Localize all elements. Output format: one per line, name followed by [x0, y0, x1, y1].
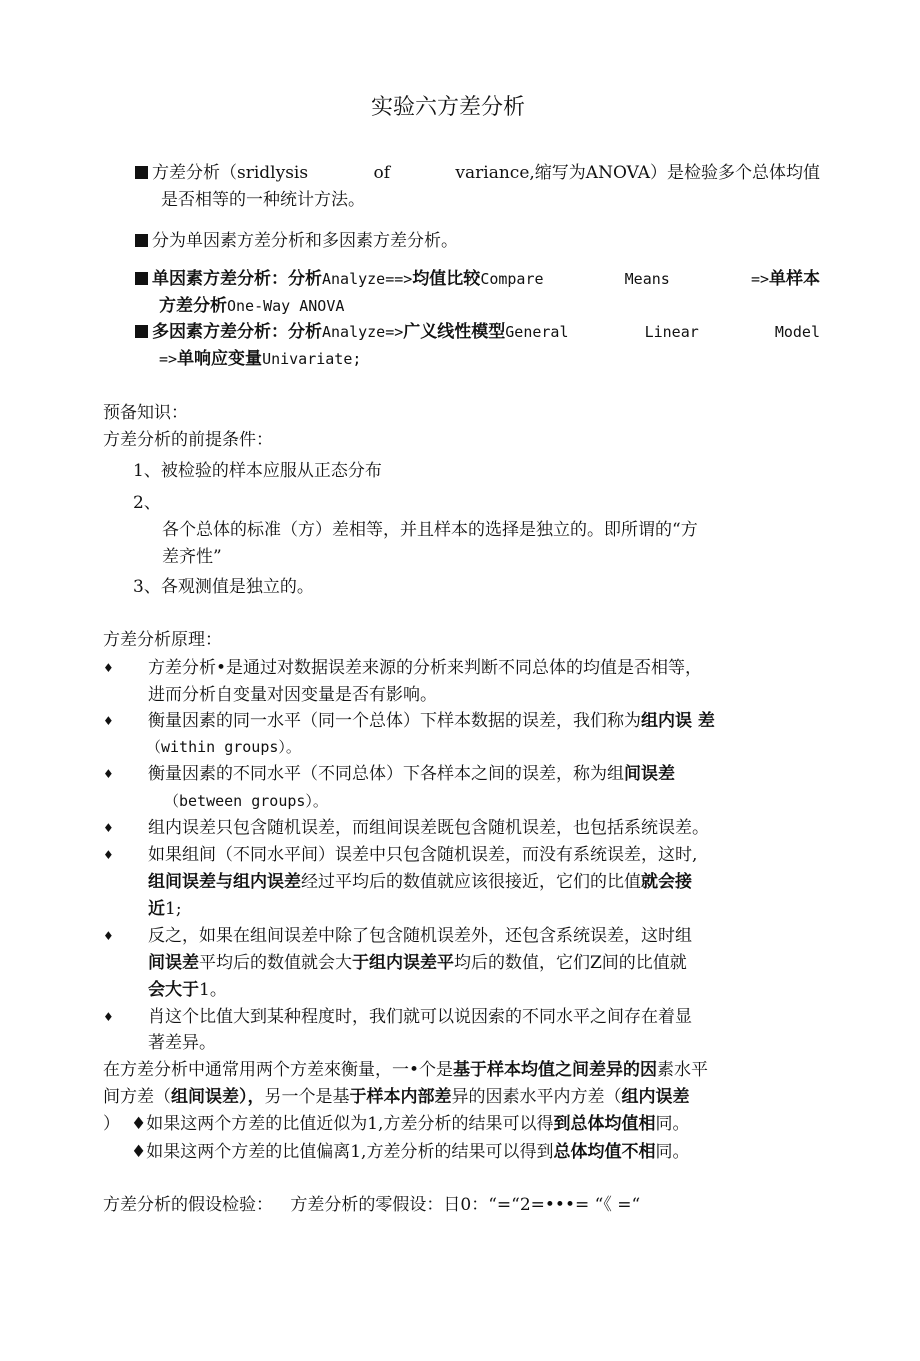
summary-line-1: [103, 1057, 708, 1083]
diamond-bullet-icon: ♦: [103, 821, 114, 835]
condition-2-number: 2、: [133, 493, 161, 513]
text: Means: [624, 270, 670, 288]
text: 近: [148, 899, 165, 919]
principle-point-5-line-1: 如果组间（不同水平间）误差中只包含随机误差，而没有系统误差，这时,: [148, 845, 698, 865]
text: 异的因素水平内方差（: [451, 1087, 622, 1107]
text: Univariate;: [262, 350, 362, 368]
principle-point-7-line-1: 肖这个比值大到某种程度时，我们就可以说因索的不同水平之间存在着显: [148, 1007, 692, 1027]
principle-point-2-line-1: [148, 708, 715, 734]
text: 于组内误差平: [352, 953, 454, 973]
text: 在方差分析中通常用两个方差來衡量，一•个是: [103, 1060, 454, 1080]
intro-bullet-2: [135, 228, 458, 254]
intro-bullet-1-line-2: 是否相等的一种统计方法。: [161, 190, 365, 210]
text: 组内误 差: [641, 711, 715, 731]
principle-point-6-line-2: [148, 950, 687, 976]
text: ♦如果这两个方差的比值偏离1,方差分析的结果可以得到: [131, 1142, 554, 1162]
text: 组间误差与组内误差: [148, 872, 301, 892]
text: 同。: [655, 1142, 690, 1162]
page-title: 实验六方差分析: [371, 95, 526, 120]
principle-point-3-line-2: （between groups）。: [164, 792, 328, 810]
principle-heading: 方差分析原理：: [103, 630, 222, 650]
diamond-bullet-icon: ♦: [103, 848, 114, 862]
text: 基于样本均值之间差异的因: [453, 1060, 658, 1080]
diamond-bullet-icon: ♦: [103, 767, 114, 781]
text: 另一个是基: [264, 1087, 350, 1107]
text: 方差分析的假设检验：: [103, 1195, 273, 1215]
text: 到总体均值相: [553, 1114, 656, 1134]
text: 衡量因素的不同水平（不同总体）下各样本之间的误差，称为组: [148, 764, 624, 784]
principle-point-6-line-3: [148, 977, 227, 1003]
text: 会大于: [148, 980, 199, 1000]
text: 1。: [199, 980, 227, 1000]
text: 素水平: [657, 1060, 709, 1080]
text: Compare: [480, 270, 544, 288]
text: 同。: [655, 1114, 690, 1134]
text: of: [373, 163, 391, 183]
text: 均值比较: [412, 269, 481, 289]
prep-subheading: 方差分析的前提条件：: [103, 430, 273, 450]
text: 多因素方差分析：分析: [152, 322, 322, 342]
intro-bullet-3-line-1: [135, 266, 820, 292]
square-bullet-icon: [135, 325, 148, 338]
square-bullet-icon: [135, 166, 148, 179]
text: Linear: [644, 323, 699, 341]
square-bullet-icon: [135, 272, 148, 285]
summary-line-3-text: [131, 1111, 689, 1137]
text: 衡量因素的同一水平（同一个总体）下样本数据的误差，我们称为: [148, 711, 641, 731]
summary-line-3: [103, 1111, 120, 1137]
prep-heading: 预备知识：: [103, 403, 188, 423]
text: 间误差: [624, 764, 675, 784]
intro-bullet-1-line-1: [135, 160, 820, 186]
text: 0：“=“2=•••= “《 =“: [460, 1195, 641, 1215]
intro-bullet-4-line-2: [159, 346, 361, 372]
text: 平均后的数值就会大: [199, 953, 352, 973]
text: 单响应变量: [177, 349, 263, 369]
principle-point-6-line-1: 反之，如果在组间误差中除了包含随机误差外，还包含系统误差，这时组: [148, 926, 692, 946]
condition-2-line-1: 各个总体的标准（方）差相等，并且样本的选择是独立的。即所谓的“方: [162, 520, 698, 540]
text: 单因素方差分析：分析: [152, 269, 322, 289]
text: 方差分析（sridlysis: [152, 163, 309, 183]
text: 总体均值不相: [553, 1142, 656, 1162]
principle-point-4: 组内误差只包含随机误差，而组间误差既包含随机误差，也包括系统误差。: [148, 818, 709, 838]
text: 就会接: [641, 872, 692, 892]
text: ）: [103, 1114, 120, 1134]
diamond-bullet-icon: ♦: [103, 661, 114, 675]
text: General: [505, 323, 569, 341]
text: 广义线性模型: [403, 322, 506, 342]
principle-point-3-line-1: [148, 761, 675, 787]
principle-point-2-line-2: （within groups）。: [146, 738, 301, 756]
text: Analyze=>: [322, 323, 404, 341]
text: Model: [774, 323, 820, 341]
text: 间方差（: [103, 1087, 171, 1107]
text: 组间误差），: [171, 1087, 265, 1107]
text: 组内误差: [621, 1087, 690, 1107]
condition-3: 3、各观测值是独立的。: [133, 577, 314, 597]
principle-point-1-line-1: 方差分析•是通过对数据误差来源的分析来判断不同总体的均值是否相等，: [148, 658, 703, 678]
principle-point-5-line-2: [148, 869, 692, 895]
text: =>: [750, 270, 769, 288]
text: 1;: [165, 899, 182, 919]
intro-bullet-4-line-1: [135, 319, 820, 345]
text: 方差分析: [159, 296, 227, 316]
text: Analyze==>: [322, 270, 413, 288]
text: One-Way ANOVA: [227, 297, 345, 315]
summary-line-4: [131, 1139, 689, 1165]
hypothesis-line: [103, 1192, 640, 1218]
text: 均后的数值，它们Z间的比值就: [454, 953, 687, 973]
condition-2-line-2: 差齐性”: [162, 547, 222, 567]
summary-line-2: [103, 1084, 690, 1110]
principle-point-7-line-2: 著差异。: [148, 1033, 216, 1053]
text: 方差分析的零假设：日: [290, 1195, 461, 1215]
intro-bullet-3-line-2: [159, 293, 344, 319]
text: ♦如果这两个方差的比值近似为1,方差分析的结果可以得: [131, 1114, 554, 1134]
text: variance,缩写为ANOVA）是检验多个总体均值: [455, 163, 820, 183]
principle-point-1-line-2: 进而分析自变量对因变量是否有影响。: [148, 685, 437, 705]
text: 分为单因素方差分析和多因素方差分析。: [152, 231, 458, 251]
text: 经过平均后的数值就应该很接近，它们的比值: [301, 872, 641, 892]
diamond-bullet-icon: ♦: [103, 929, 114, 943]
condition-1: 1、被检验的样本应服从正态分布: [133, 461, 382, 481]
text: =>: [159, 350, 178, 368]
text: 于样本内部差: [349, 1087, 452, 1107]
diamond-bullet-icon: ♦: [103, 1010, 114, 1024]
principle-point-5-line-3: [148, 896, 182, 922]
text: 间误差: [148, 953, 199, 973]
text: 单样本: [769, 269, 820, 289]
diamond-bullet-icon: ♦: [103, 714, 114, 728]
square-bullet-icon: [135, 234, 148, 247]
